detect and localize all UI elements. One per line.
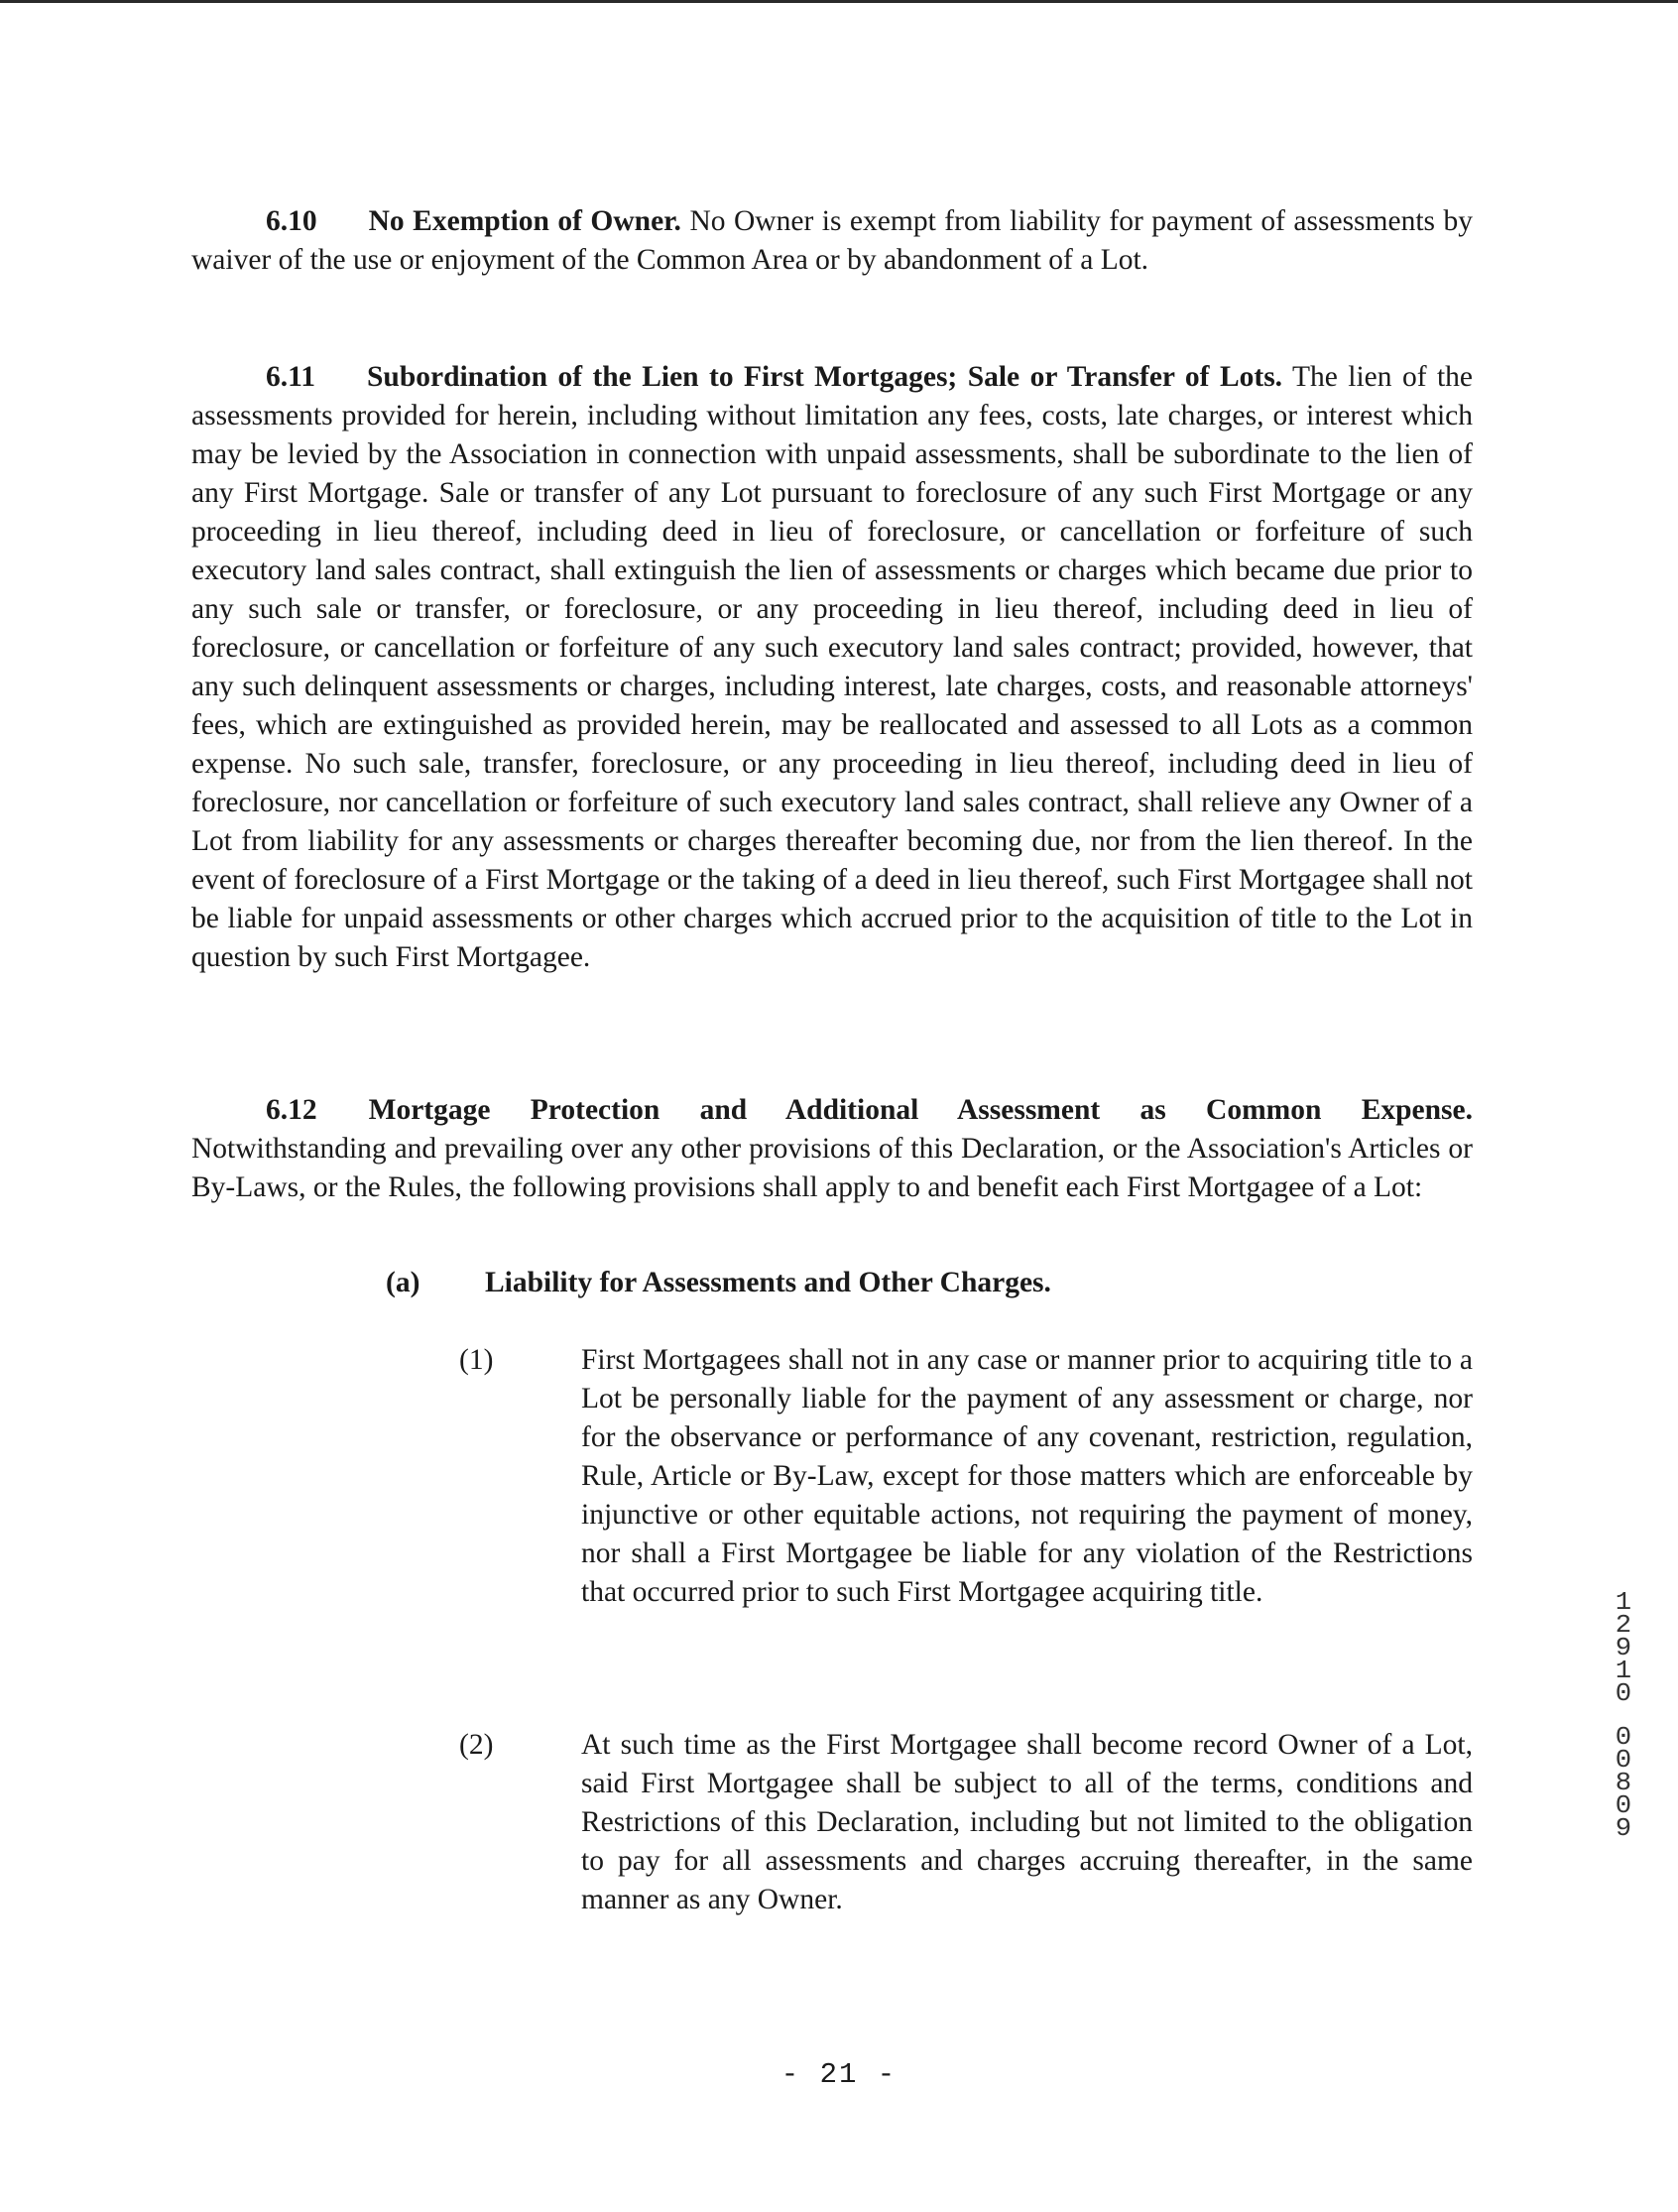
list-item-text: At such time as the First Mortgagee shall become record Owner of a Lot, said First Mortgagee shall be subject to all of the terms, conditions and Restrictions of this Declaration, including but not limited to the obligation to pay for all assessments and charges accruing thereafter, in the same manner as any Owner.	[581, 1729, 1473, 1915]
top-border-rule	[0, 0, 1678, 3]
margin-stamp-digit: 9	[1615, 1813, 1632, 1843]
section-6-11	[191, 358, 1473, 977]
list-item-text: First Mortgagees shall not in any case or manner prior to acquiring title to a Lot be personally liable for the payment of any assessment or charge, nor for the observance or performance of any covenant, restriction, regulation, Rule, Article or By-Law, except for those matters which are enforceable by injunctive or other equitable actions, not requiring the payment of money, nor shall a First Mortgagee be liable for any violation of the Restrictions that occurred prior to such First Mortgagee acquiring title.	[581, 1344, 1473, 1608]
section-6-12-title: Mortgage Protection and Additional Assessment as Common Expense.	[368, 1094, 1473, 1126]
section-6-12-body: Notwithstanding and prevailing over any other provisions of this Declaration, or the Association's Articles or By-Laws, or the Rules, the following provisions shall apply to and benefit each First Mortgagee of a Lot:	[191, 1133, 1473, 1203]
margin-stamp-number-b	[1608, 1722, 1639, 1843]
margin-stamp-number-a	[1608, 1587, 1639, 1708]
section-6-10	[191, 202, 1473, 280]
margin-stamp-digit: 0	[1615, 1722, 1632, 1752]
section-6-10-title: No Exemption of Owner.	[368, 205, 681, 237]
section-6-11-body: The lien of the assessments provided for herein, including without limitation any fees, costs, late charges, or interest which may be levied by the Association in connection with unpaid assessments, shall be subordinate to the lien of any First Mortgage. Sale or transfer of any Lot pursuant to foreclosure of any such First Mortgage or any proceeding in lieu thereof, including deed in lieu of foreclosure, or cancellation or forfeiture of such executory land sales contract, shall extinguish the lien of assessments or charges which became due prior to any such sale or transfer, or foreclosure, or any proceeding in lieu thereof, including deed in lieu of foreclosure, or cancellation or forfeiture of any such executory land sales contract; provided, however, that any such delinquent assessments or charges, including interest, late charges, costs, and reasonable attorneys' fees, which are extinguished as provided herein, may be reallocated and assessed to all Lots as a common expense. No such sale, transfer, foreclosure, or any proceeding in lieu thereof, including deed in lieu of foreclosure, nor cancellation or forfeiture of such executory land sales contract, shall relieve any Owner of a Lot from liability for any assessments or charges thereafter becoming due, nor from the lien thereof. In the event of foreclosure of a First Mortgage or the taking of a deed in lieu thereof, such First Mortgagee shall not be liable for unpaid assessments or other charges which accrued prior to the acquisition of title to the Lot in question by such First Mortgagee.	[191, 361, 1473, 973]
section-6-12-number: 6.12	[266, 1094, 317, 1126]
margin-stamp-digit: 0	[1615, 1790, 1632, 1820]
margin-stamp-digit: 0	[1615, 1678, 1632, 1708]
margin-stamp-digit: 2	[1615, 1610, 1632, 1640]
margin-stamp-digit: 9	[1615, 1633, 1632, 1662]
margin-stamp-digit: 0	[1615, 1745, 1632, 1775]
section-6-11-title: Subordination of the Lien to First Mortgages; Sale or Transfer of Lots.	[367, 361, 1283, 393]
section-6-10-number: 6.10	[266, 205, 317, 237]
margin-stamp-digit: 8	[1615, 1768, 1632, 1797]
section-6-12	[191, 1091, 1473, 1207]
page-number: - 21 -	[780, 2058, 898, 2091]
subsection-a-title: Liability for Assessments and Other Charges.	[485, 1267, 1051, 1298]
list-item-label: (1)	[459, 1344, 494, 1376]
list-item-label: (2)	[459, 1729, 494, 1761]
section-6-10-body: No Owner is exempt from liability for payment of assessments by waiver of the use or enjoyment of the Common Area or by abandonment of a Lot.	[191, 205, 1473, 276]
margin-stamp-digit: 1	[1615, 1656, 1632, 1685]
margin-stamp-digit: 1	[1615, 1587, 1632, 1617]
section-6-11-number: 6.11	[266, 361, 315, 393]
subsection-a-label: (a)	[386, 1267, 420, 1298]
